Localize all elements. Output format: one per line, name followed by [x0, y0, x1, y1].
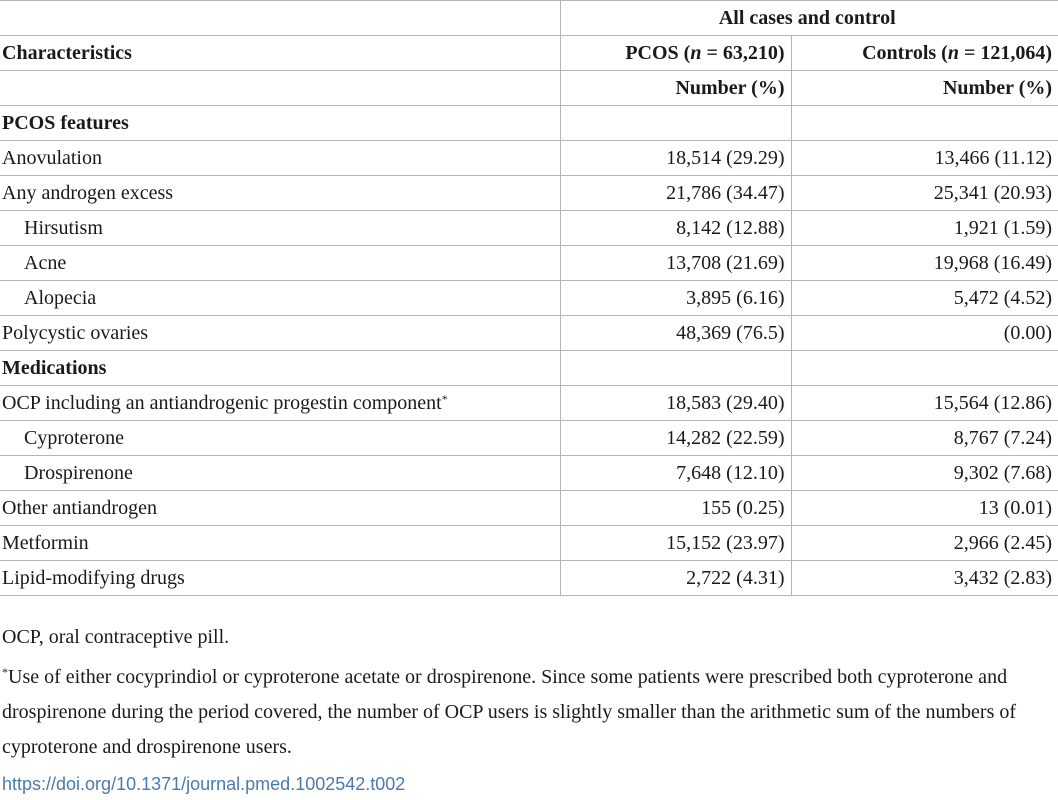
footnote-marker: * — [441, 392, 448, 406]
pcos-value: 3,895 (6.16) — [560, 281, 791, 316]
row-label: OCP including an antiandrogenic progestin component* — [0, 386, 560, 421]
controls-value: 5,472 (4.52) — [791, 281, 1058, 316]
controls-value: 13,466 (11.12) — [791, 141, 1058, 176]
row-label: Hirsutism — [0, 211, 560, 246]
empty-cell — [560, 351, 791, 386]
table-row — [0, 526, 1058, 561]
spanning-header-row — [0, 1, 1058, 36]
unit-header-pcos: Number (%) — [560, 71, 791, 106]
pcos-value: 18,583 (29.40) — [560, 386, 791, 421]
table-row — [0, 316, 1058, 351]
footnote-text: Use of either cocyprindiol or cyproterone acetate or drospirenone. Since some patients were prescribed both cyproterone and drospirenone during the period covered, the number of OCP users is slightly smaller than the arithmetic sum of the numbers of cyproterone and drospirenone users. — [2, 666, 1017, 758]
row-label: Lipid-modifying drugs — [0, 561, 560, 596]
controls-value: 9,302 (7.68) — [791, 456, 1058, 491]
table-row — [0, 246, 1058, 281]
row-label: Polycystic ovaries — [0, 316, 560, 351]
empty-cell — [560, 106, 791, 141]
row-label: Acne — [0, 246, 560, 281]
pcos-value: 48,369 (76.5) — [560, 316, 791, 351]
controls-value: 1,921 (1.59) — [791, 211, 1058, 246]
row-label: Other antiandrogen — [0, 491, 560, 526]
pcos-value: 8,142 (12.88) — [560, 211, 791, 246]
empty-cell — [791, 106, 1058, 141]
table-row — [0, 386, 1058, 421]
pcos-value: 14,282 (22.59) — [560, 421, 791, 456]
table-row — [0, 456, 1058, 491]
table-row — [0, 176, 1058, 211]
controls-value: 8,767 (7.24) — [791, 421, 1058, 456]
unit-header-controls: Number (%) — [791, 71, 1058, 106]
table-row — [0, 141, 1058, 176]
controls-value: 3,432 (2.83) — [791, 561, 1058, 596]
pcos-value: 21,786 (34.47) — [560, 176, 791, 211]
column-header-controls: Controls (n = 121,064) — [791, 36, 1058, 71]
group-label-pcos-features: PCOS features — [0, 106, 560, 141]
group-label-medications: Medications — [0, 351, 560, 386]
row-label: Alopecia — [0, 281, 560, 316]
empty-cell — [791, 351, 1058, 386]
pcos-value: 15,152 (23.97) — [560, 526, 791, 561]
group-row — [0, 106, 1058, 141]
controls-value: 13 (0.01) — [791, 491, 1058, 526]
column-header-row — [0, 36, 1058, 71]
group-row — [0, 351, 1058, 386]
unit-header-row — [0, 71, 1058, 106]
pcos-value: 18,514 (29.29) — [560, 141, 791, 176]
table-row — [0, 491, 1058, 526]
table-notes — [2, 620, 1042, 765]
empty-unit-cell — [0, 71, 560, 106]
controls-value: (0.00) — [791, 316, 1058, 351]
footnote-marker: * — [2, 665, 8, 679]
controls-value: 25,341 (20.93) — [791, 176, 1058, 211]
column-header-characteristics: Characteristics — [0, 36, 560, 71]
footnote — [2, 655, 1042, 765]
spanning-header: All cases and control — [560, 1, 1058, 36]
row-label: Cyproterone — [0, 421, 560, 456]
table-row — [0, 211, 1058, 246]
column-header-pcos: PCOS (n = 63,210) — [560, 36, 791, 71]
row-label: Metformin — [0, 526, 560, 561]
row-label: Anovulation — [0, 141, 560, 176]
abbreviation-note: OCP, oral contraceptive pill. — [2, 626, 230, 648]
doi-link[interactable]: https://doi.org/10.1371/journal.pmed.1002542.t002 — [2, 774, 406, 794]
table-row — [0, 281, 1058, 316]
controls-value: 19,968 (16.49) — [791, 246, 1058, 281]
pcos-value: 13,708 (21.69) — [560, 246, 791, 281]
pcos-value: 155 (0.25) — [560, 491, 791, 526]
pcos-value: 7,648 (12.10) — [560, 456, 791, 491]
controls-value: 2,966 (2.45) — [791, 526, 1058, 561]
table-row — [0, 561, 1058, 596]
row-label: Any androgen excess — [0, 176, 560, 211]
table-row — [0, 421, 1058, 456]
empty-header-cell — [0, 1, 560, 36]
row-label: Drospirenone — [0, 456, 560, 491]
controls-value: 15,564 (12.86) — [791, 386, 1058, 421]
pcos-value: 2,722 (4.31) — [560, 561, 791, 596]
